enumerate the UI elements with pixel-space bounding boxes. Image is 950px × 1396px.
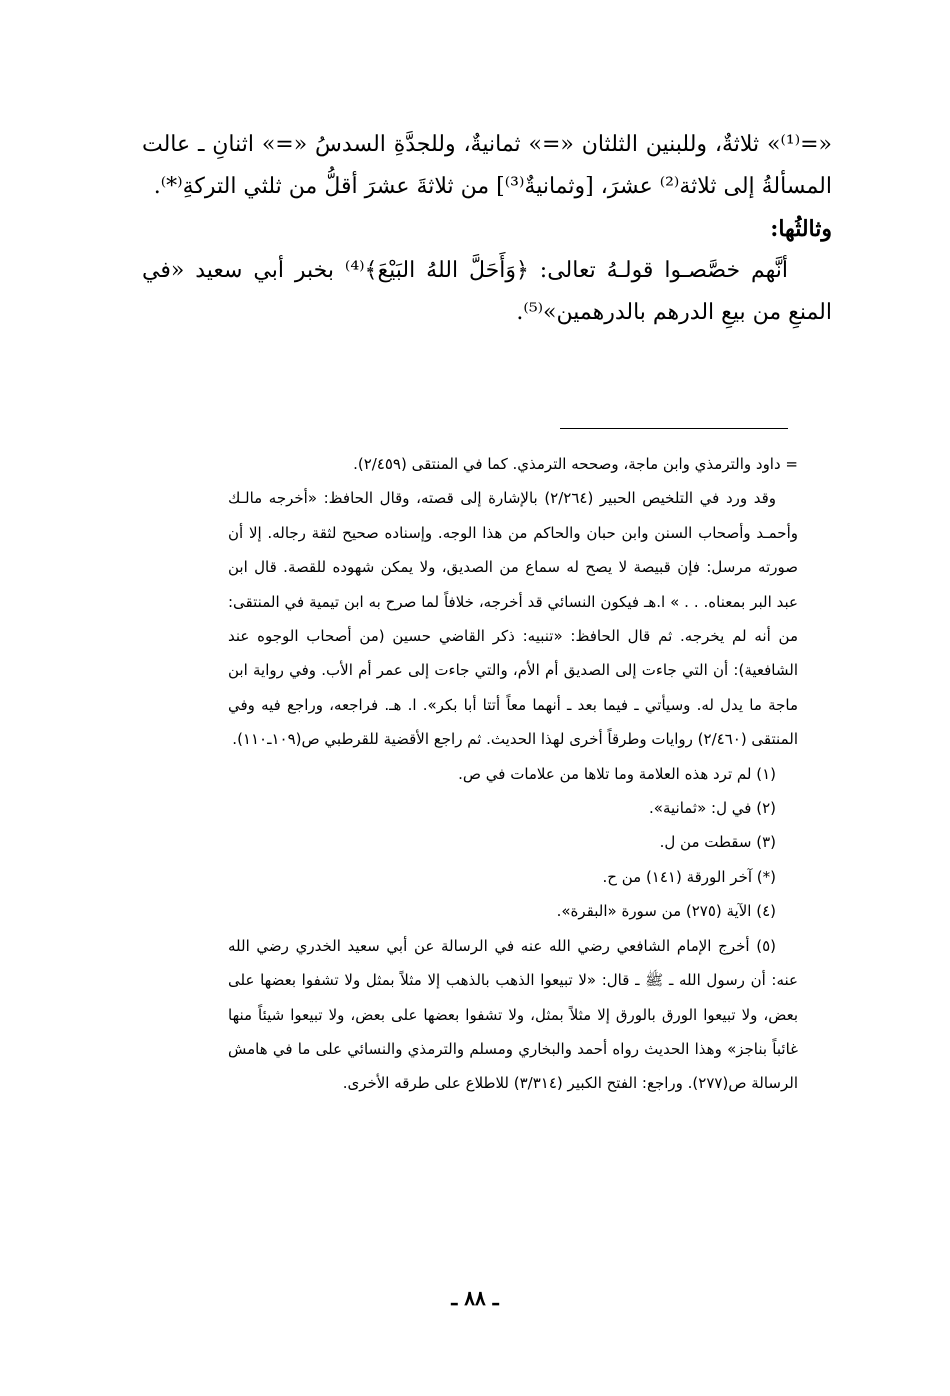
footnote-2: (٢) في ل: «ثمانية».	[649, 799, 776, 818]
footnote-continuation: = داود والترمذي وابن ماجة، وصححه الترمذي. كما في المنتقى (٢/٤٥٩).	[353, 455, 798, 473]
footnote-1: (١) لم ترد هذه العلامة وما تلاها من علامات في ص.	[458, 764, 776, 783]
footnote-3: (٣) سقطت من ل.	[659, 833, 776, 852]
main-paragraph-2: أنَّهم خصَّصـوا قولـهُ تعالى: ﴿وَأَحَلَّ اللهُ البَيْعَ﴾⁽⁴⁾ بخبر أبي سعيد «في المنعِ من بيعِ الدرهم بالدرهمين»⁽⁵⁾.	[142, 258, 832, 325]
section-heading: وثالثُها:	[770, 216, 832, 242]
footnote-star: (*) آخر الورقة (١٤١) من ح.	[602, 867, 776, 886]
footnote-separator	[560, 428, 788, 429]
footnotes	[228, 447, 798, 1101]
footnote-continuation-paragraph: وقد ورد في التلخيص الحبير (٢/٢٦٤) بالإشارة إلى قصته، وقال الحافظ: «أخرجه مالـك وأحمـد وأصحاب السنن وابن حبان والحاكم من هذا الوجه. وإسناده صحيح لثقة رجاله. إلا أن صورته مرسل: فإن قبيصة لا يصح له سماع من الصديق، ولا يمكن شهوده للقصة. قال ابن عبد البر بمعناه. . . » ا.هـ فيكون النسائي قد أخرجه، خلافاً لما صرح به ابن تيمية في المنتقى: من أنه لم يخرجه. ثم قال الحافظ: «تنبيه: ذكر القاضي حسين (من أصحاب الوجوه عند الشافعية): أن التي جاءت إلى الصديق أم الأم، والتي جاءت إلى عمر أم الأب. وفي رواية ابن ماجة ما يدل له. وسيأتي ـ فيما بعد ـ أنهما معاً أتتا أبا بكر». ا. هـ. فراجعه، وراجع فيه وفي المنتقى (٢/٤٦٠) روايات وطرقاً أخرى لهذا الحديث. ثم راجع الأقضية للقرطبي ص(١٠٩ـ١١٠).	[228, 489, 798, 749]
footnote-5: (٥) أخرج الإمام الشافعي رضي الله عنه في الرسالة عن أبي سعيد الخدري رضي الله عنه: أن رسول الله ـ ﷺ ـ قال: «لا تبيعوا الذهب بالذهب إلا مثلاً بمثل ولا تشفوا بعضها على بعض، ولا تبيعوا الورق بالورق إلا مثلاً بمثل، ولا تشفوا بعضها على بعض، ولا تبيعوا شيئاً منها غائباً بناجز» وهذا الحديث رواه أحمد والبخاري ومسلم والترمذي والنسائي على ما في هامش الرسالة ص(٢٧٧). وراجع: الفتح الكبير (٣/٣١٤) للاطلاع على طرقه الأخرى.	[228, 936, 798, 1093]
page-number: ـ ٨٨ ـ	[451, 1286, 499, 1310]
main-text	[142, 124, 832, 334]
main-paragraph-1: «=⁽¹⁾» ثلاثةٌ، وللبنين الثلثان «=» ثمانيةٌ، وللجدَّةِ السدسُ «=» اثنانِ ـ عالت المسألةُ إلى ثلاثة⁽²⁾ عشرَ، [وثمانيةٌ⁽³⁾] من ثلاثةَ عشرَ أقلُّ من ثلثي التركةِ⁽*⁾.	[142, 132, 832, 199]
footnote-4: (٤) الآية (٢٧٥) من سورة «البقرة».	[556, 902, 776, 921]
